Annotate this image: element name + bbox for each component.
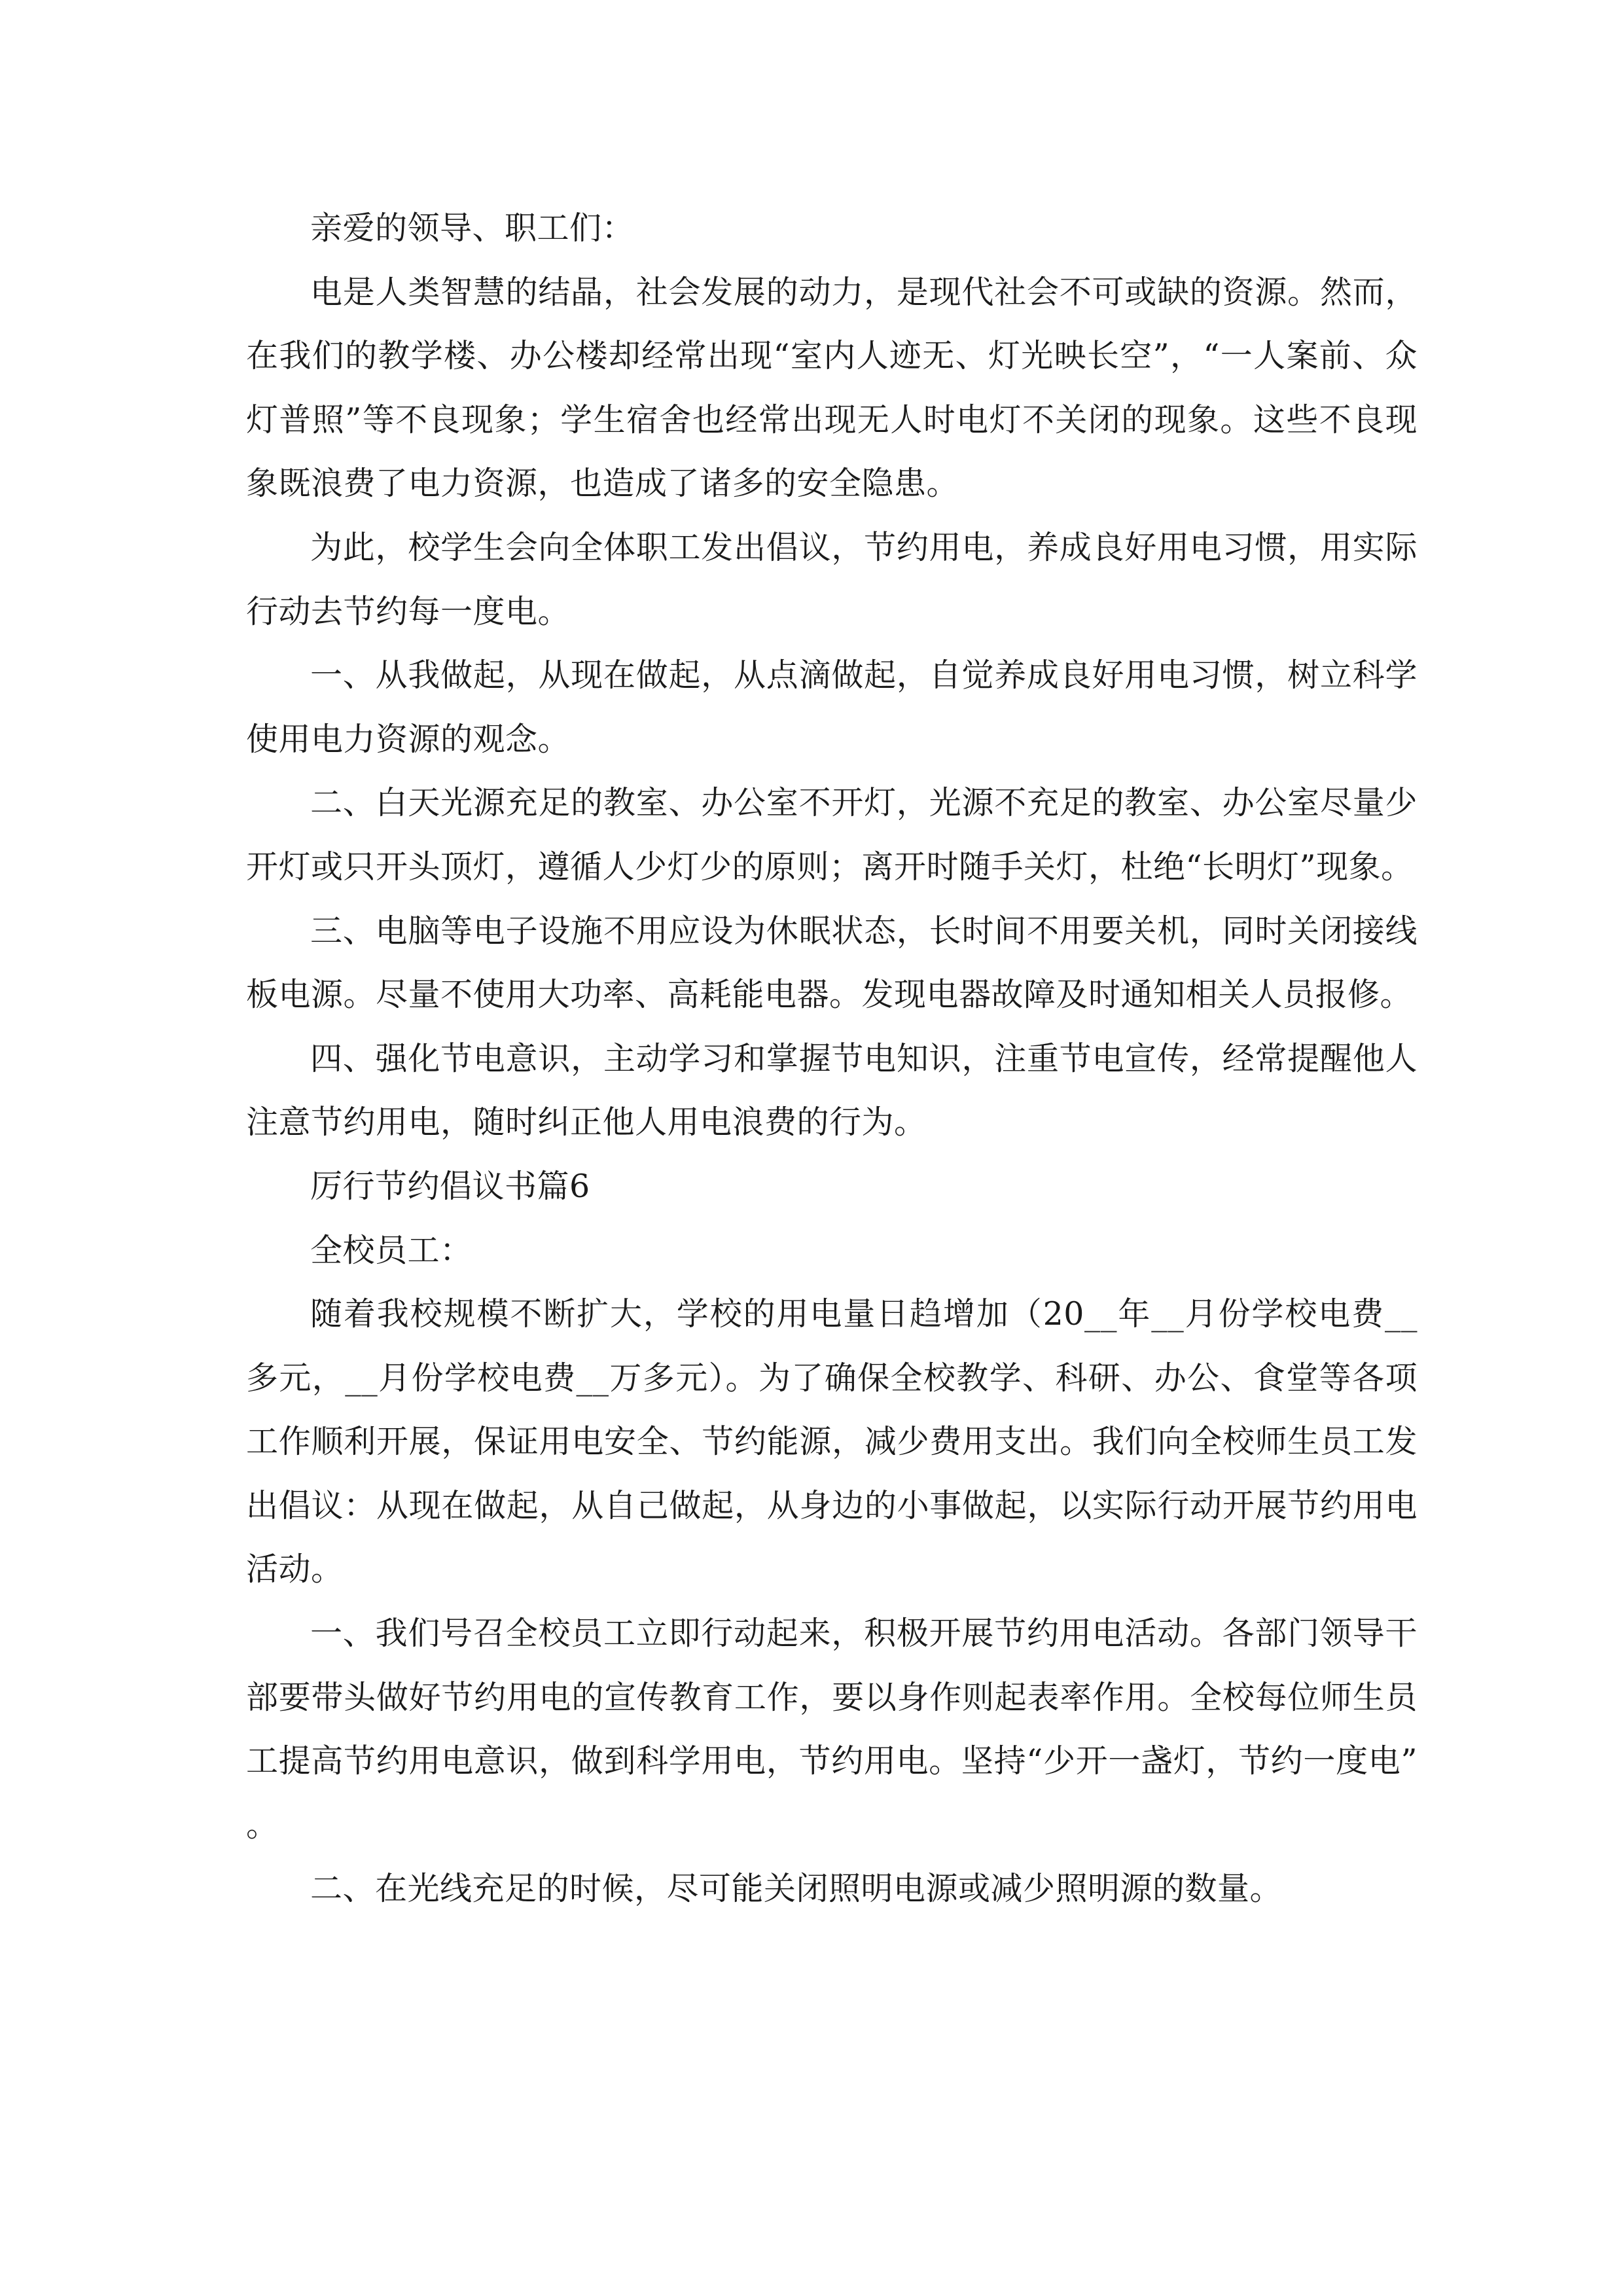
list-item-paragraph: 二、白天光源充足的教室、办公室不开灯，光源不充足的教室、办公室尽量少开灯或只开头顶灯，遵循人少灯少的原则；离开时随手关灯，杜绝“长明灯”现象。 (246, 784, 1418, 886)
greeting-paragraph: 全校员工： (310, 1231, 473, 1269)
list-item-paragraph: 三、电脑等电子设施不用应设为休眠状态，长时间不用要关机，同时关闭接线板电源。尽量不使用大功率、高耗能电器。发现电器故障及时通知相关人员报修。 (246, 912, 1418, 1014)
list-item-paragraph: 四、强化节电意识，主动学习和掌握节电知识，注重节电宣传，经常提醒他人注意节约用电，随时纠正他人用电浪费的行为。 (246, 1039, 1418, 1141)
document-body (246, 196, 1418, 1921)
list-item-paragraph: 一、我们号召全校员工立即行动起来，积极开展节约用电活动。各部门领导干部要带头做好节约用电的宣传教育工作，要以身作则起表率作用。全校每位师生员工提高节约用电意识，做到科学用电，节约用电。坚持“少开一盏灯，节约一度电”。 (246, 1615, 1418, 1844)
body-paragraph: 电是人类智慧的结晶，社会发展的动力，是现代社会不可或缺的资源。然而，在我们的教学楼、办公楼却经常出现“室内人迹无、灯光映长空”，“一人案前、众灯普照”等不良现象；学生宿舍也经常出现无人时电灯不关闭的现象。这些不良现象既浪费了电力资源，也造成了诸多的安全隐患。 (246, 273, 1418, 503)
list-item-paragraph: 一、从我做起，从现在做起，从点滴做起，自觉养成良好用电习惯，树立科学使用电力资源的观念。 (246, 656, 1418, 758)
body-paragraph: 随着我校规模不断扩大，学校的用电量日趋增加（20__年__月份学校电费__多元，__月份学校电费__万多元）。为了确保全校教学、科研、办公、食堂等各项工作顺利开展，保证用电安全、节约能源，减少费用支出。我们向全校师生员工发出倡议：从现在做起，从自己做起，从身边的小事做起，以实际行动开展节约用电活动。 (246, 1295, 1418, 1588)
list-item-paragraph: 二、在光线充足的时候，尽可能关闭照明电源或减少照明源的数量。 (310, 1870, 1283, 1908)
greeting-paragraph: 亲爱的领导、职工们： (310, 209, 635, 247)
section-title: 厉行节约倡议书篇6 (310, 1167, 590, 1205)
body-paragraph: 为此，校学生会向全体职工发出倡议，节约用电，养成良好用电习惯，用实际行动去节约每一度电。 (246, 528, 1418, 630)
